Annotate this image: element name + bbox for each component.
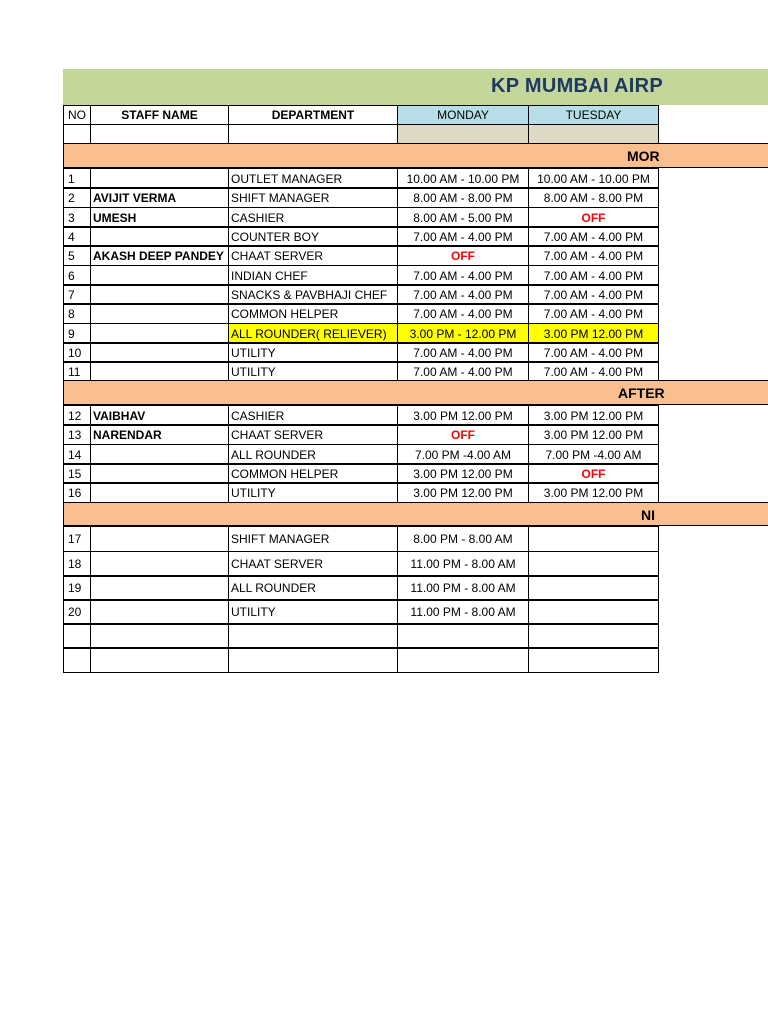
cell-monday[interactable]: 11.00 PM - 8.00 AM <box>397 599 529 625</box>
cell-department[interactable]: UTILITY <box>228 342 398 363</box>
header-department[interactable]: DEPARTMENT <box>228 105 398 125</box>
cell-tuesday[interactable]: 7.00 AM - 4.00 PM <box>528 226 659 247</box>
cell-monday[interactable]: 10.00 AM - 10.00 PM <box>397 168 529 189</box>
header-no[interactable]: NO <box>63 105 91 125</box>
cell-tuesday[interactable]: 8.00 AM - 8.00 PM <box>528 187 659 208</box>
cell-monday[interactable]: 8.00 PM - 8.00 AM <box>397 526 529 552</box>
cell-staff-name[interactable]: AKASH DEEP PANDEY <box>90 245 229 266</box>
cell-department[interactable]: UTILITY <box>228 482 398 503</box>
cell-tuesday[interactable]: OFF <box>528 207 659 228</box>
cell-department[interactable]: INDIAN CHEF <box>228 265 398 286</box>
cell-no[interactable]: 16 <box>63 482 91 503</box>
header-monday[interactable]: MONDAY <box>397 105 529 125</box>
title-banner <box>63 69 768 105</box>
cell-no[interactable]: 18 <box>63 551 91 577</box>
cell-department[interactable]: CASHIER <box>228 207 398 228</box>
cell-staff-name[interactable] <box>90 361 229 382</box>
cell-no[interactable]: 6 <box>63 265 91 286</box>
subheader-cell[interactable] <box>228 124 398 144</box>
cell-no[interactable]: 7 <box>63 284 91 305</box>
cell-tuesday[interactable] <box>528 575 659 601</box>
subheader-cell[interactable] <box>528 124 659 144</box>
cell-monday[interactable]: 7.00 AM - 4.00 PM <box>397 226 529 247</box>
cell-monday[interactable]: 8.00 AM - 8.00 PM <box>397 187 529 208</box>
cell-department[interactable]: SNACKS & PAVBHAJI CHEF <box>228 284 398 305</box>
cell-monday[interactable]: 3.00 PM - 12.00 PM <box>397 323 529 344</box>
cell-tuesday[interactable] <box>528 526 659 552</box>
cell-tuesday[interactable] <box>528 647 659 673</box>
cell-tuesday[interactable] <box>528 551 659 577</box>
cell-department[interactable]: UTILITY <box>228 599 398 625</box>
cell-department[interactable]: COUNTER BOY <box>228 226 398 247</box>
cell-department[interactable]: CHAAT SERVER <box>228 424 398 445</box>
cell-department[interactable]: ALL ROUNDER <box>228 575 398 601</box>
cell-staff-name[interactable] <box>90 551 229 577</box>
cell-no[interactable]: 2 <box>63 187 91 208</box>
cell-department[interactable]: COMMON HELPER <box>228 463 398 484</box>
cell-tuesday[interactable] <box>528 623 659 649</box>
shift-band <box>63 143 768 168</box>
cell-no[interactable] <box>63 623 91 649</box>
cell-monday[interactable]: 7.00 AM - 4.00 PM <box>397 265 529 286</box>
cell-department[interactable]: COMMON HELPER <box>228 303 398 324</box>
cell-monday[interactable]: 7.00 PM -4.00 AM <box>397 444 529 465</box>
cell-no[interactable]: 17 <box>63 526 91 552</box>
shift-label: AFTER <box>618 385 665 401</box>
cell-tuesday[interactable]: 7.00 PM -4.00 AM <box>528 444 659 465</box>
cell-staff-name[interactable] <box>90 303 229 324</box>
cell-staff-name[interactable]: VAIBHAV <box>90 405 229 426</box>
cell-staff-name[interactable]: NARENDAR <box>90 424 229 445</box>
cell-no[interactable]: 11 <box>63 361 91 382</box>
cell-no[interactable]: 13 <box>63 424 91 445</box>
cell-staff-name[interactable] <box>90 265 229 286</box>
shift-label: MOR <box>627 148 660 164</box>
cell-tuesday[interactable]: 7.00 AM - 4.00 PM <box>528 303 659 324</box>
cell-tuesday[interactable]: 3.00 PM 12.00 PM <box>528 405 659 426</box>
cell-tuesday[interactable]: 7.00 AM - 4.00 PM <box>528 342 659 363</box>
cell-department[interactable]: CHAAT SERVER <box>228 245 398 266</box>
cell-no[interactable]: 3 <box>63 207 91 228</box>
cell-no[interactable]: 12 <box>63 405 91 426</box>
cell-staff-name[interactable]: AVIJIT VERMA <box>90 187 229 208</box>
cell-department[interactable]: SHIFT MANAGER <box>228 526 398 552</box>
cell-tuesday[interactable]: 10.00 AM - 10.00 PM <box>528 168 659 189</box>
cell-department[interactable]: UTILITY <box>228 361 398 382</box>
cell-staff-name[interactable] <box>90 168 229 189</box>
cell-tuesday[interactable]: 3.00 PM 12.00 PM <box>528 424 659 445</box>
cell-staff-name[interactable] <box>90 226 229 247</box>
sheet-title: KP MUMBAI AIRP <box>491 75 663 97</box>
cell-monday[interactable]: 7.00 AM - 4.00 PM <box>397 284 529 305</box>
cell-staff-name[interactable] <box>90 599 229 625</box>
cell-monday[interactable]: 3.00 PM 12.00 PM <box>397 482 529 503</box>
cell-monday[interactable]: 11.00 PM - 8.00 AM <box>397 551 529 577</box>
cell-monday[interactable]: 3.00 PM 12.00 PM <box>397 463 529 484</box>
cell-tuesday[interactable]: 7.00 AM - 4.00 PM <box>528 284 659 305</box>
cell-monday[interactable]: 7.00 AM - 4.00 PM <box>397 342 529 363</box>
cell-monday[interactable]: 11.00 PM - 8.00 AM <box>397 575 529 601</box>
shift-band <box>63 380 768 405</box>
subheader-cell[interactable] <box>90 124 229 144</box>
shift-band <box>63 502 768 526</box>
cell-department[interactable] <box>228 623 398 649</box>
cell-monday[interactable]: 8.00 AM - 5.00 PM <box>397 207 529 228</box>
cell-department[interactable]: OUTLET MANAGER <box>228 168 398 189</box>
cell-no[interactable]: 5 <box>63 245 91 266</box>
cell-no[interactable]: 8 <box>63 303 91 324</box>
cell-no[interactable] <box>63 647 91 673</box>
cell-staff-name[interactable] <box>90 444 229 465</box>
cell-staff-name[interactable] <box>90 526 229 552</box>
cell-staff-name[interactable] <box>90 284 229 305</box>
cell-tuesday[interactable]: 7.00 AM - 4.00 PM <box>528 245 659 266</box>
cell-staff-name[interactable] <box>90 342 229 363</box>
cell-tuesday[interactable]: 3.00 PM 12.00 PM <box>528 482 659 503</box>
cell-tuesday[interactable]: 7.00 AM - 4.00 PM <box>528 265 659 286</box>
cell-staff-name[interactable] <box>90 575 229 601</box>
cell-no[interactable]: 1 <box>63 168 91 189</box>
cell-no[interactable]: 19 <box>63 575 91 601</box>
cell-tuesday[interactable]: 3.00 PM 12.00 PM <box>528 323 659 344</box>
cell-staff-name[interactable] <box>90 463 229 484</box>
header-staff-name[interactable]: STAFF NAME <box>90 105 229 125</box>
cell-staff-name[interactable]: UMESH <box>90 207 229 228</box>
cell-staff-name[interactable] <box>90 482 229 503</box>
cell-no[interactable]: 4 <box>63 226 91 247</box>
cell-no[interactable]: 9 <box>63 323 91 344</box>
cell-no[interactable]: 15 <box>63 463 91 484</box>
cell-staff-name[interactable] <box>90 647 229 673</box>
cell-monday[interactable]: 3.00 PM 12.00 PM <box>397 405 529 426</box>
cell-department[interactable]: SHIFT MANAGER <box>228 187 398 208</box>
cell-tuesday[interactable] <box>528 599 659 625</box>
header-tuesday[interactable]: TUESDAY <box>528 105 659 125</box>
cell-no[interactable]: 20 <box>63 599 91 625</box>
cell-department[interactable]: CHAAT SERVER <box>228 551 398 577</box>
cell-tuesday[interactable]: OFF <box>528 463 659 484</box>
cell-department[interactable]: ALL ROUNDER <box>228 444 398 465</box>
cell-monday[interactable] <box>397 647 529 673</box>
cell-tuesday[interactable]: 7.00 AM - 4.00 PM <box>528 361 659 382</box>
cell-no[interactable]: 10 <box>63 342 91 363</box>
cell-department[interactable]: CASHIER <box>228 405 398 426</box>
cell-monday[interactable] <box>397 623 529 649</box>
cell-monday[interactable]: OFF <box>397 424 529 445</box>
cell-monday[interactable]: 7.00 AM - 4.00 PM <box>397 303 529 324</box>
cell-department[interactable]: ALL ROUNDER( RELIEVER) <box>228 323 398 344</box>
subheader-cell[interactable] <box>63 124 91 144</box>
cell-no[interactable]: 14 <box>63 444 91 465</box>
cell-staff-name[interactable] <box>90 623 229 649</box>
cell-monday[interactable]: OFF <box>397 245 529 266</box>
cell-staff-name[interactable] <box>90 323 229 344</box>
subheader-cell[interactable] <box>397 124 529 144</box>
shift-label: NI <box>641 507 655 523</box>
cell-monday[interactable]: 7.00 AM - 4.00 PM <box>397 361 529 382</box>
cell-department[interactable] <box>228 647 398 673</box>
